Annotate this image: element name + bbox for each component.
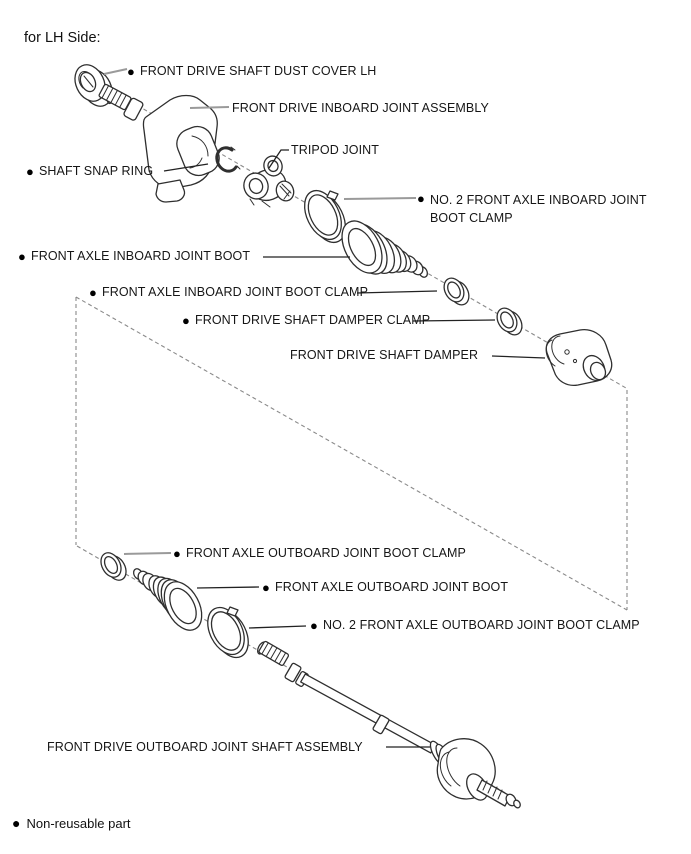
non-reusable-bullet: ● <box>262 580 270 595</box>
label-no2-outboard-boot-clamp <box>310 618 640 633</box>
part-damper-clamp <box>493 305 526 339</box>
label-text: FRONT DRIVE SHAFT DAMPER CLAMP <box>194 313 431 327</box>
non-reusable-bullet: ● <box>12 815 21 831</box>
label-inboard-joint-boot <box>18 249 250 264</box>
label-text: FRONT AXLE OUTBOARD JOINT BOOT CLAMP <box>185 546 466 560</box>
label-text: FRONT DRIVE SHAFT DUST COVER LH <box>139 64 377 78</box>
non-reusable-bullet: ● <box>182 313 190 328</box>
part-no2-outboard-boot-clamp <box>200 601 255 663</box>
label-text: TRIPOD JOINT <box>291 143 380 157</box>
part-outboard-shaft-assembly <box>256 641 522 809</box>
label-dust-cover <box>127 64 376 79</box>
legend-text: Non-reusable part <box>26 815 131 831</box>
non-reusable-bullet: ● <box>310 618 318 633</box>
non-reusable-bullet: ● <box>26 164 34 179</box>
label-shaft-snap-ring <box>26 164 153 179</box>
label-text: FRONT DRIVE SHAFT DAMPER <box>290 348 479 362</box>
part-front-drive-shaft-damper <box>546 330 612 386</box>
legend-non-reusable <box>12 815 131 831</box>
label-text: FRONT DRIVE OUTBOARD JOINT SHAFT ASSEMBLY <box>47 740 363 754</box>
part-shaft-snap-ring <box>217 147 240 171</box>
label-text: FRONT AXLE OUTBOARD JOINT BOOT <box>274 580 509 594</box>
part-inboard-joint-assembly <box>98 84 223 202</box>
label-outboard-shaft-assembly <box>47 740 363 755</box>
label-damper-clamp <box>182 313 430 328</box>
page-title: for LH Side: <box>24 30 101 46</box>
non-reusable-bullet: ● <box>173 546 181 561</box>
label-text: SHAFT SNAP RING <box>38 164 154 178</box>
label-damper <box>290 348 478 363</box>
non-reusable-bullet: ● <box>18 249 26 264</box>
label-inboard-boot-clamp <box>89 285 368 300</box>
part-tripod-joint <box>240 154 296 207</box>
label-text: NO. 2 FRONT AXLE INBOARD JOINT BOOT CLAMP <box>429 193 647 225</box>
non-reusable-bullet: ● <box>417 191 425 206</box>
label-inboard-joint-assembly <box>232 101 489 116</box>
label-tripod-joint <box>291 143 379 158</box>
label-no2-inboard-boot-clamp <box>417 191 670 227</box>
label-outboard-joint-boot <box>262 580 508 595</box>
label-outboard-boot-clamp <box>173 546 466 561</box>
part-inboard-boot-clamp <box>440 275 473 309</box>
label-text: FRONT DRIVE INBOARD JOINT ASSEMBLY <box>232 101 489 115</box>
label-text: NO. 2 FRONT AXLE OUTBOARD JOINT BOOT CLAMP <box>322 618 640 632</box>
part-inboard-joint-boot <box>334 214 429 280</box>
part-outboard-joint-boot <box>132 567 209 636</box>
label-text: FRONT AXLE INBOARD JOINT BOOT <box>30 249 251 263</box>
non-reusable-bullet: ● <box>89 285 97 300</box>
label-text: FRONT AXLE INBOARD JOINT BOOT CLAMP <box>101 285 369 299</box>
non-reusable-bullet: ● <box>127 64 135 79</box>
